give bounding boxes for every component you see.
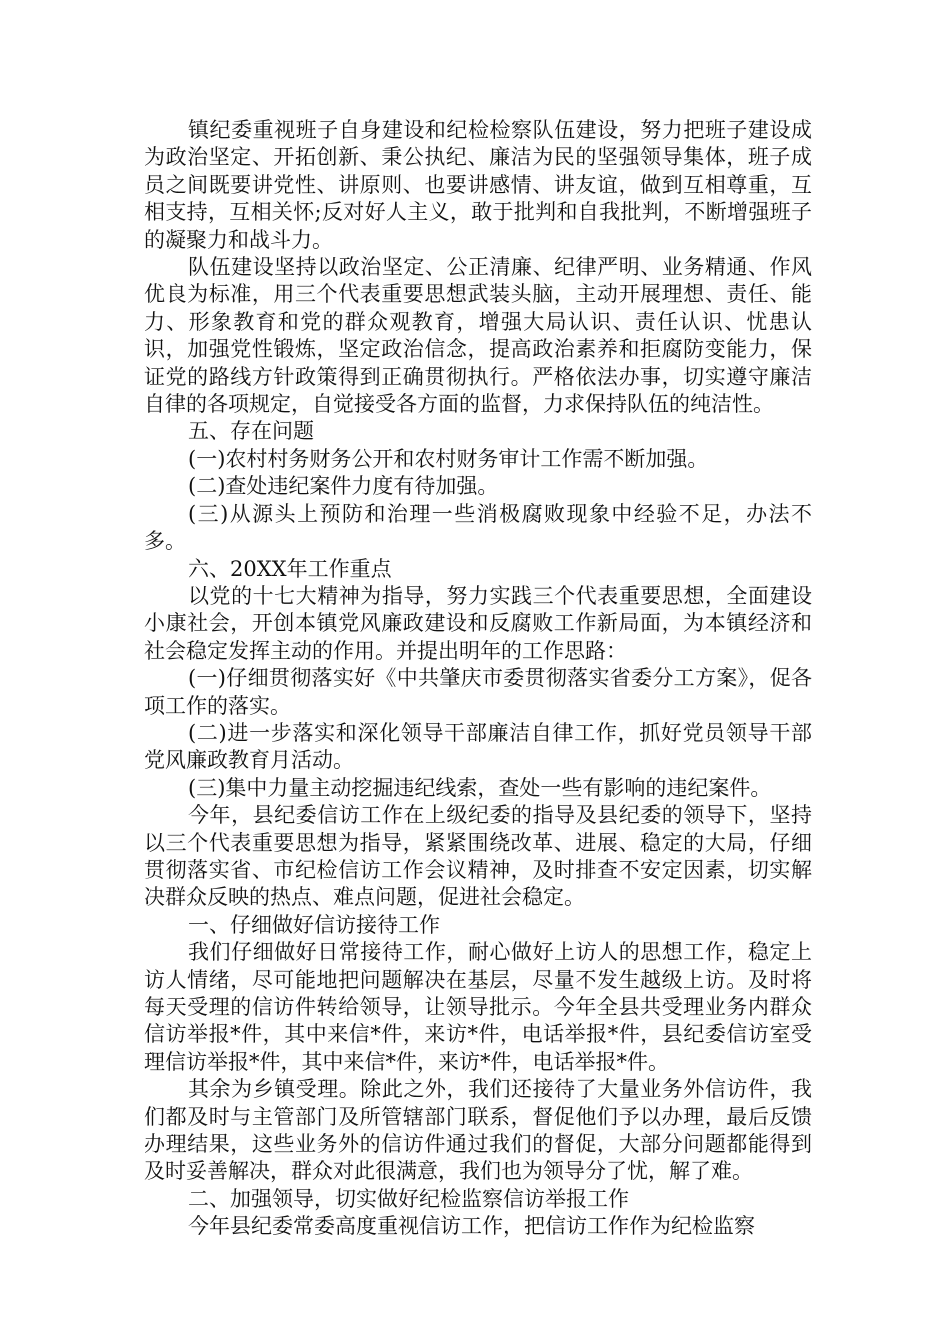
list-item-problem-1: (一)农村村务财务公开和农村财务审计工作需不断加强。 [188,446,709,471]
paragraph-leadership-start: 今年县纪委常委高度重视信访工作，把信访工作作为纪检监察 [188,1214,755,1239]
paragraph-other-petitions: 其余为乡镇受理。除此之外，我们还接待了大量业务外信访件，我们都及时与主管部门及所管辖部门联系，督促他们予以办理，最后反馈办理结果，这些业务外的信访件通过我们的督促，大部分问题都能得到及时妥善解决，群众对此很满意，我们也为领导分了忧，解了难。 [144,1077,812,1184]
list-item-work-3: (三)集中力量主动挖掘违纪线索，查处一些有影响的违纪案件。 [188,775,772,800]
section-heading-key-work: 六、20XX年工作重点 [188,556,392,581]
list-item-problem-2: (二)查处违纪案件力度有待加强。 [188,474,499,499]
section-heading-leadership: 二、加强领导，切实做好纪检监察信访举报工作 [188,1186,629,1211]
list-item-work-2: (二)进一步落实和深化领导干部廉洁自律工作，抓好党员领导干部党风廉政教育月活动。 [144,720,812,773]
paragraph-guiding-ideas: 以党的十七大精神为指导，努力实践三个代表重要思想，全面建设小康社会，开创本镇党风廉政建设和反腐败工作新局面，为本镇经济和社会稳定发挥主动的作用。并提出明年的工作思路： [144,583,812,663]
list-item-work-1: (一)仔细贯彻落实好《中共肇庆市委贯彻落实省委分工方案》，促各项工作的落实。 [144,666,812,718]
section-heading-reception: 一、仔细做好信访接待工作 [188,912,440,937]
paragraph-staff-building: 队伍建设坚持以政治坚定、公正清廉、纪律严明、业务精通、作风优良为标准，用三个代表重要思想武装头脑，主动开展理想、责任、能力、形象教育和党的群众观教育，增强大局认识、责任认识、忧患认识，加强党性锻炼，坚定政治信念，提高政治素养和拒腐防变能力，保证党的路线方针政策得到正确贯彻执行。严格依法办事，切实遵守廉洁自律的各项规定，自觉接受各方面的监督，力求保持队伍的纯洁性。 [144,255,812,417]
document-body [144,117,812,1241]
paragraph-reception-work: 我们仔细做好日常接待工作，耐心做好上访人的思想工作，稳定上访人情绪，尽可能地把问题解决在基层，尽量不发生越级上访。及时将每天受理的信访件转给领导，让领导批示。今年全县共受理业务内群众信访举报*件，其中来信*件，来访*件，电话举报*件，县纪委信访室受理信访举报*件，其中来信*件，来访*件，电话举报*件。 [144,940,812,1074]
section-heading-problems: 五、存在问题 [188,419,314,444]
paragraph-petition-intro: 今年，县纪委信访工作在上级纪委的指导及县纪委的领导下，坚持以三个代表重要思想为指导，紧紧围绕改革、进展、稳定的大局，仔细贯彻落实省、市纪检信访工作会议精神，及时排查不安定因素，切实解决群众反映的热点、难点问题，促进社会稳定。 [144,803,812,910]
paragraph-team-building: 镇纪委重视班子自身建设和纪检检察队伍建设，努力把班子建设成为政治坚定、开拓创新、秉公执纪、廉洁为民的坚强领导集体，班子成员之间既要讲党性、讲原则、也要讲感情、讲友谊，做到互相尊重，互相支持，互相关怀;反对好人主义，敢于批判和自我批判，不断增强班子的凝聚力和战斗力。 [144,118,812,252]
list-item-problem-3: (三)从源头上预防和治理一些消极腐败现象中经验不足，办法不多。 [144,501,812,554]
